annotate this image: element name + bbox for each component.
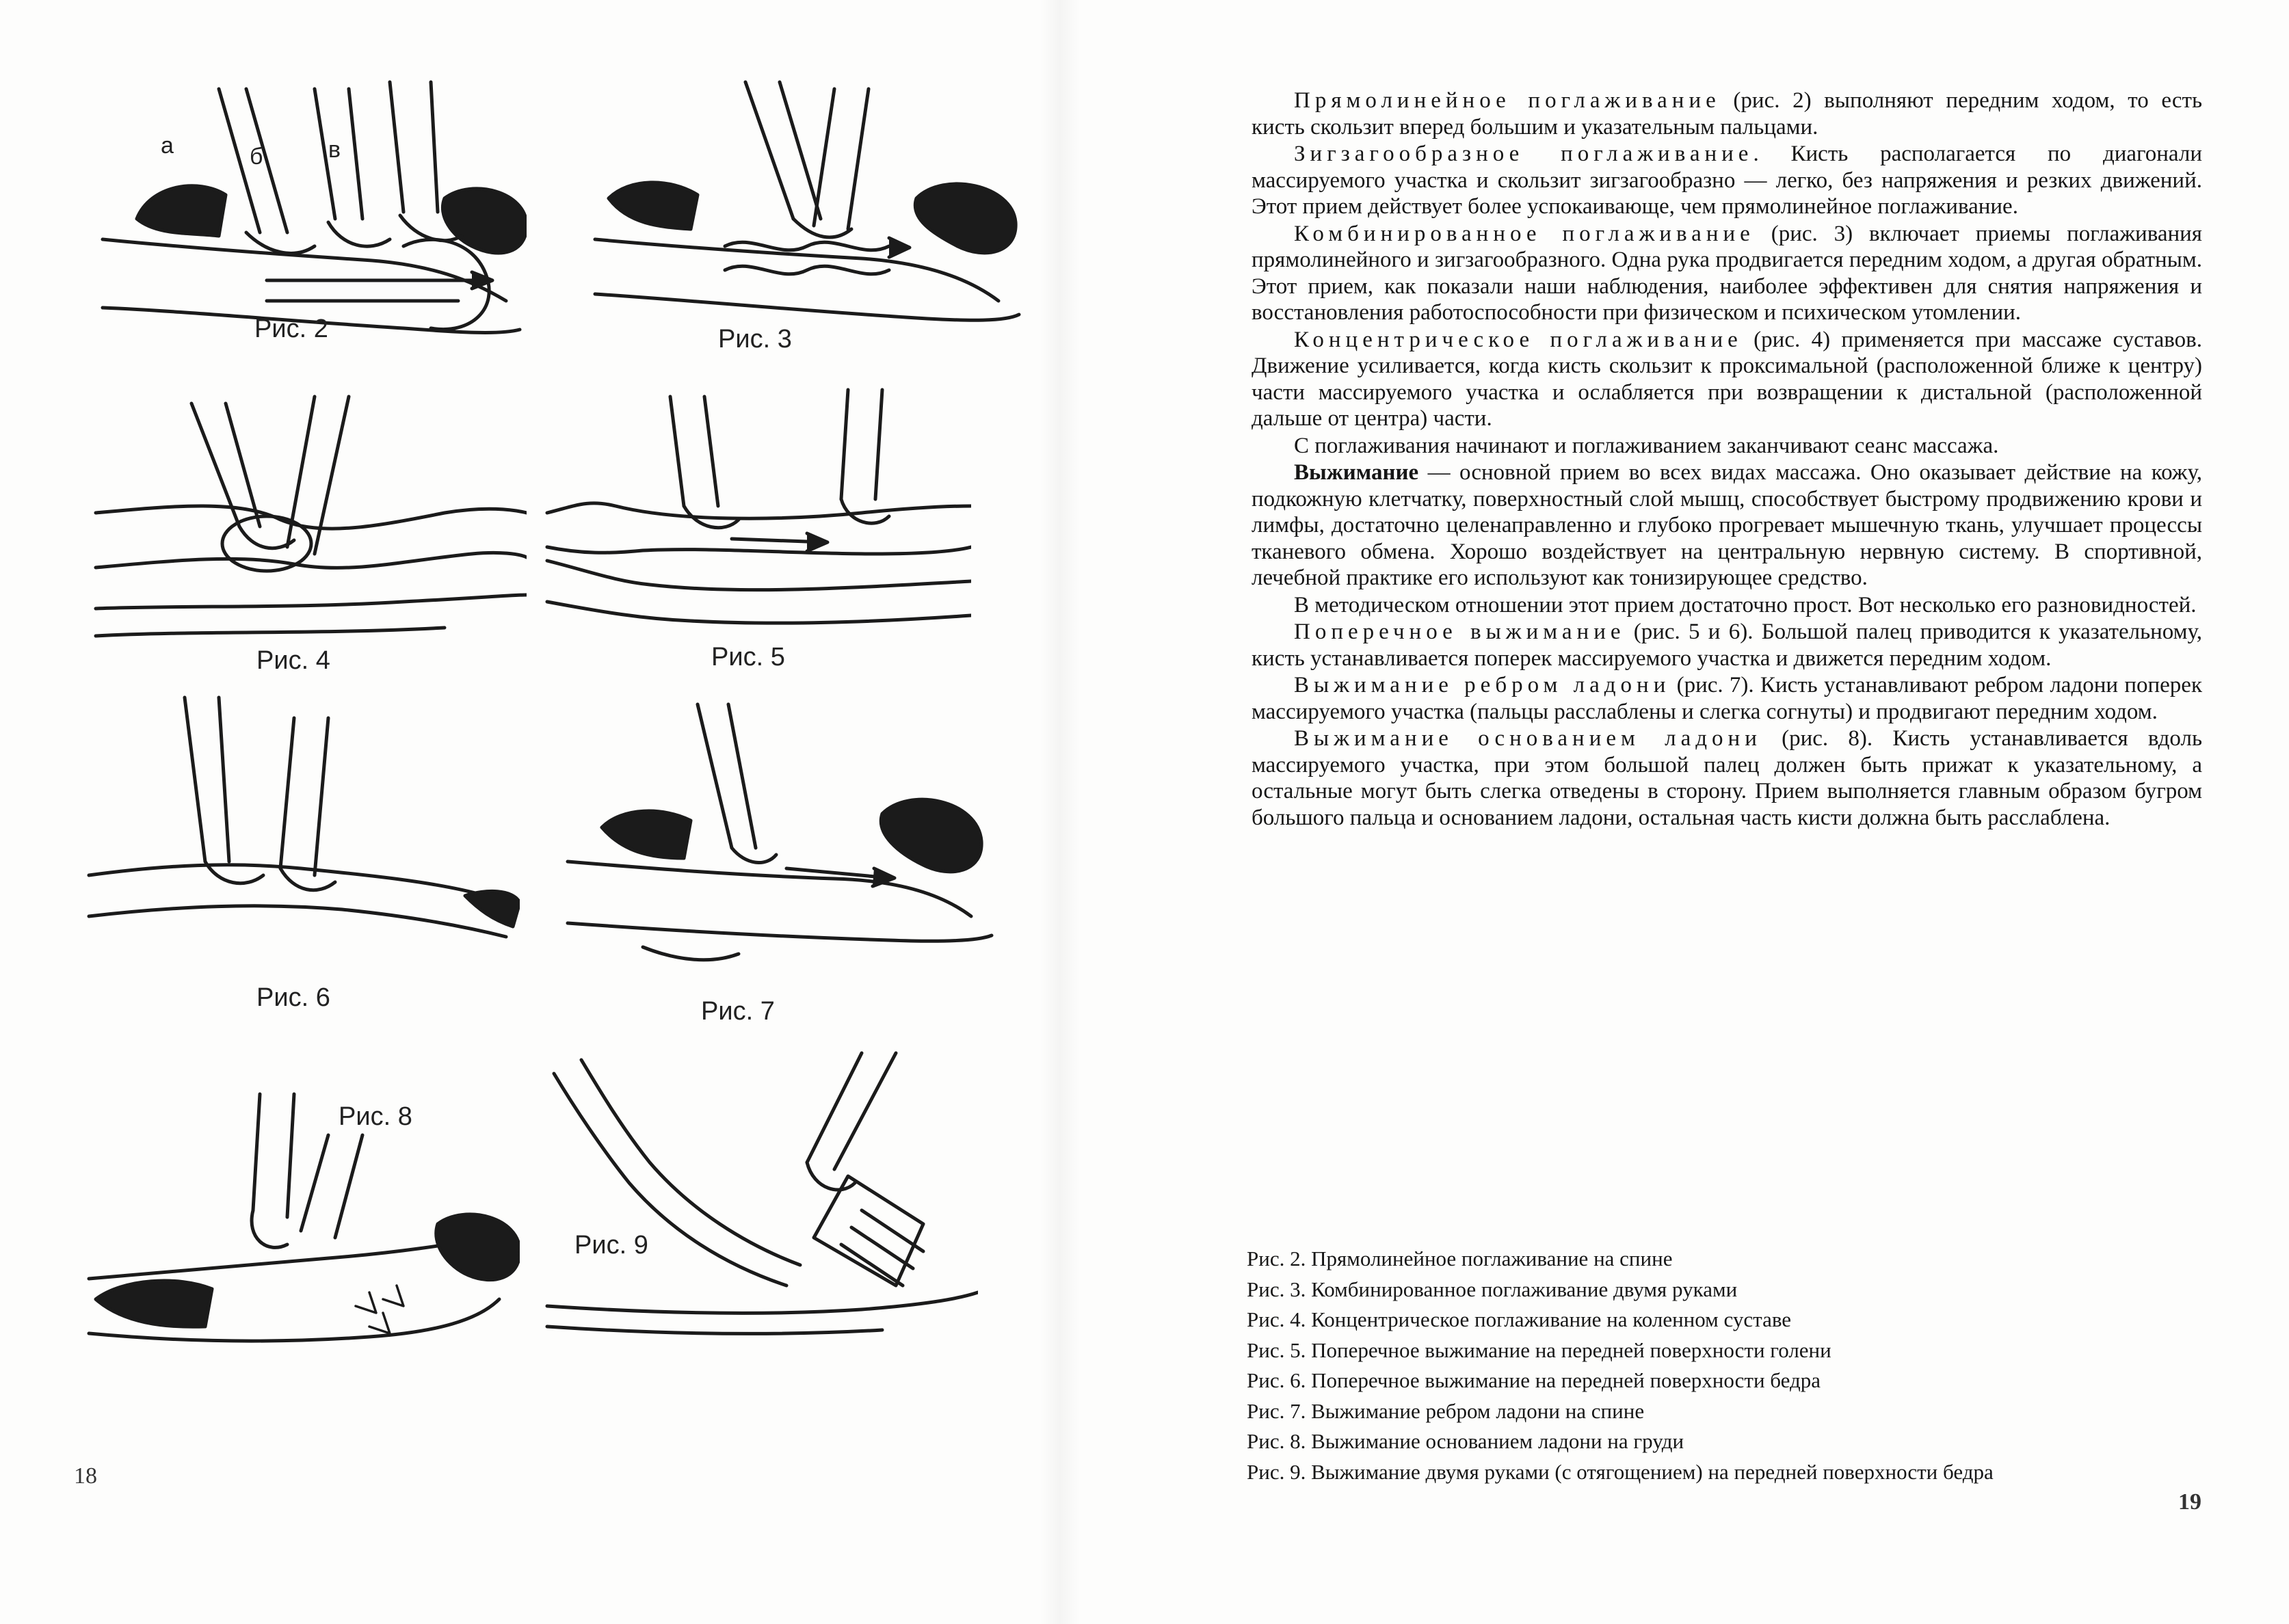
figure-5-label: Рис. 5 — [711, 643, 785, 671]
caption-item: Рис. 5. Поперечное выжимание на передней поверхности голени — [1247, 1337, 1831, 1362]
figure-2-letter-v: в — [328, 137, 341, 163]
figure-2-label: Рис. 2 — [254, 315, 328, 343]
paragraph-body: (рис. 8). Кисть устанавливается вдоль массируемого участка, при этом большой палец должен быть прижат к указательному, а остальные могут быть слегка отведены в сторону. Прием выполняется главным образом бугром большого пальца и основанием ладони, остальная часть кисти должна быть расслаблена. — [1252, 726, 2202, 830]
paragraph-squeezing — [1252, 460, 2202, 591]
figure-8-drawing — [82, 1074, 520, 1368]
figure-4-label: Рис. 4 — [256, 646, 330, 675]
paragraph-body: (рис. 4) применяется при массаже суставов. Движение усиливается, когда кисть скользит к проксимальной (расположенной ближе к центру) части массируемого участка и ослабляется при возвращении к дистальной (расположенной дальше от центра) части. — [1252, 327, 2202, 431]
paragraph-body: . Кисть располагается по диагонали массируемого участка и скользит зигзагообразно — легко, без напряжения и резких движений. Этот прием действует более успокаивающе, чем прямолинейное поглаживание. — [1252, 142, 2202, 219]
caption-item: Рис. 7. Выжимание ребром ладони на спине — [1247, 1398, 1645, 1423]
paragraph-body: (рис. 5 и 6). Большой палец приводится к указательному, кисть устанавливается поперек массируемого участка и движется передним ходом. — [1252, 620, 2202, 671]
body-text — [1252, 88, 2202, 831]
paragraph-palm-base — [1252, 726, 2202, 831]
left-page-number: 18 — [74, 1463, 97, 1489]
figure-9-drawing — [540, 1046, 978, 1340]
figure-3-drawing — [588, 75, 1026, 369]
figure-6-drawing — [82, 691, 520, 985]
figure-2-letter-b: б — [250, 144, 263, 170]
term: Концентрическое поглаживание — [1294, 327, 1743, 352]
paragraph-concentric-stroking — [1252, 327, 2202, 432]
paragraph-method — [1252, 592, 2202, 619]
term: Выжимание основанием ладони — [1294, 726, 1762, 751]
caption-item: Рис. 9. Выжимание двумя руками (с отягощением) на передней поверхности бедра — [1247, 1459, 1994, 1484]
paragraph-palm-edge — [1252, 672, 2202, 725]
caption-item: Рис. 8. Выжимание основанием ладони на груди — [1247, 1429, 1684, 1453]
figure-6-label: Рис. 6 — [256, 983, 330, 1012]
caption-item: Рис. 2. Прямолинейное поглаживание на спине — [1247, 1247, 1673, 1270]
figure-8-illustration — [82, 1074, 520, 1368]
figure-3-illustration — [588, 75, 1026, 369]
term: Поперечное выжимание — [1294, 620, 1626, 644]
paragraph-session — [1252, 433, 2202, 460]
figure-9-illustration — [540, 1046, 978, 1340]
term: Выжимание — [1294, 460, 1419, 485]
figure-2-illustration — [89, 75, 527, 369]
term: Прямолинейное поглаживание — [1294, 88, 1721, 113]
paragraph-body: (рис. 3) включает приемы поглаживания прямолинейного и зигзагообразного. Одна рука продвигается передним ходом, а другая обратным. Этот прием, как показали наши наблюдения, наиболее эффективен для снятия напряжения и восстановления работоспособности при физическом и психическом утомлении. — [1252, 221, 2202, 325]
paragraph-body: — основной прием во всех видах массажа. Оно оказывает действие на кожу, подкожную клетчатку, поверхностный слой мышц, способствует быстрому продвижению крови и лимфы, достаточно целенаправленно и глубоко прогревает мышечную ткань, улучшает процессы тканевого обмена. Хорошо воздействует на центральную нервную систему. В спортивной, лечебной практике его используют как тонизирующее средство. — [1252, 460, 2202, 590]
figure-4-illustration — [89, 390, 527, 684]
figure-3-label: Рис. 3 — [718, 325, 792, 354]
paragraph-straight-stroking — [1252, 88, 2202, 140]
right-page-number: 19 — [2178, 1489, 2201, 1515]
term: Выжимание ребром ладони — [1294, 673, 1671, 697]
caption-item: Рис. 6. Поперечное выжимание на передней поверхности бедра — [1247, 1368, 1821, 1392]
figure-5-drawing — [533, 383, 971, 677]
figure-7-label: Рис. 7 — [701, 997, 775, 1026]
figure-5-illustration — [533, 383, 971, 677]
paragraph-body: (рис. 2) выполняют передним ходом, то есть кисть скользит вперед большим и указательным пальцами. — [1252, 88, 2202, 139]
caption-item: Рис. 3. Комбинированное поглаживание двумя руками — [1247, 1277, 1738, 1301]
paragraph-combined-stroking — [1252, 221, 2202, 326]
figure-8-label: Рис. 8 — [339, 1102, 412, 1131]
paragraph-transverse-squeezing — [1252, 619, 2202, 671]
paragraph-body: (рис. 7). Кисть устанавливают ребром ладони поперек массируемого участка (пальцы расслаблены и слегка согнуты) и продвигают передним ходом. — [1252, 673, 2202, 724]
figure-6-illustration — [82, 691, 520, 1012]
figure-2-letter-a: а — [161, 133, 174, 159]
caption-item: Рис. 4. Концентрическое поглаживание на коленном суставе — [1247, 1307, 1792, 1331]
figure-9-label: Рис. 9 — [574, 1231, 648, 1260]
figure-captions — [1247, 1244, 2204, 1487]
figure-7-illustration — [561, 697, 998, 1026]
page-gutter — [1040, 0, 1081, 1624]
term: Комбинированное поглаживание — [1294, 221, 1755, 246]
term: Зигзагообразное поглаживание — [1294, 142, 1754, 166]
paragraph-body: С поглаживания начинают и поглаживанием заканчивают сеанс массажа. — [1294, 433, 1999, 458]
paragraph-zigzag-stroking — [1252, 141, 2202, 220]
figure-7-drawing — [561, 697, 998, 991]
paragraph-body: В методическом отношении этот прием достаточно прост. Вот несколько его разновидностей. — [1294, 592, 2197, 617]
figure-4-drawing — [89, 390, 527, 684]
